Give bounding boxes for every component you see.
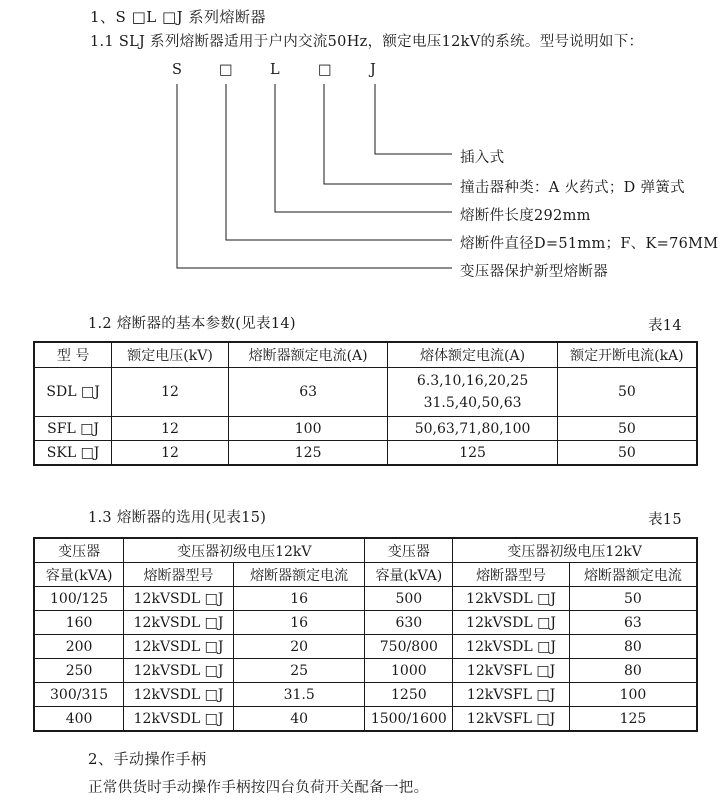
table-header: 容量(kVA) [365,563,453,587]
table-14-label: 表14 [648,318,682,334]
table-header: 熔断器额定电流 [569,563,697,587]
table-row [34,635,697,659]
model-note-purpose: 变压器保护新型熔断器 [460,264,608,280]
table-cell: 12kVSDL □J [453,635,570,659]
table-row [34,417,697,441]
table-15-header-row-sub [34,563,697,587]
table-cell: 1250 [365,683,453,707]
table-cell: 12kVSFL □J [453,659,570,683]
table-cell: 125 [228,441,388,466]
table-row [34,368,697,417]
table-header: 熔断器额定电流 [233,563,365,587]
section-1-2-heading: 1.2 熔断器的基本参数(见表14) [88,316,296,332]
model-letter-l: L [270,62,280,78]
section-2-heading: 2、手动操作手柄 [88,750,207,768]
table-cell: 12kVSDL □J [124,659,234,683]
table-cell: 80 [569,635,697,659]
table-cell: 16 [233,611,365,635]
table-cell: 500 [365,587,453,611]
table-cell: 100/125 [34,587,124,611]
table-row [34,659,697,683]
model-note-insert: 插入式 [460,150,505,166]
model-letter-s: S [172,62,183,78]
table-cell: 16 [233,587,365,611]
table-cell: 12kVSDL □J [124,587,234,611]
table-cell: 12kVSDL □J [124,611,234,635]
table-row [34,707,697,732]
table-cell: 250 [34,659,124,683]
section-1-intro: 1.1 SLJ 系列熔断器适用于户内交流50Hz，额定电压12kV的系统。型号说明如下： [90,34,644,50]
table-cell: 12 [112,368,229,417]
table-header: 容量(kVA) [34,563,124,587]
table-cell: 31.5 [233,683,365,707]
table-row [34,611,697,635]
table-cell: 12kVSDL □J [453,587,570,611]
table-cell: 50 [569,587,697,611]
table-cell: 50 [557,368,697,417]
table-cell: 750/800 [365,635,453,659]
table-cell: 160 [34,611,124,635]
table-row [34,587,697,611]
table-header: 变压器初级电压12kV [124,538,365,563]
model-note-striker: 撞击器种类：A 火药式；D 弹簧式 [460,180,685,196]
model-note-diameter: 熔断件直径D=51mm；F、K=76MM [460,236,719,252]
table-15 [33,537,698,732]
table-cell: 25 [233,659,365,683]
table-cell: 50 [557,417,697,441]
table-cell: 400 [34,707,124,732]
table-header: 变压器初级电压12kV [453,538,697,563]
model-letter-box1: □ [219,62,233,78]
section-1-heading: 1、S □L □J 系列熔断器 [90,8,266,26]
table-header: 熔断器型号 [453,563,570,587]
table-cell: 125 [569,707,697,732]
table-cell: 200 [34,635,124,659]
table-cell: 12kVSDL □J [124,635,234,659]
table-cell: 12kVSDL □J [124,707,234,732]
table-14-header-row [34,342,697,368]
table-cell-line: 31.5,40,50,63 [423,395,522,411]
table-cell: 50 [557,441,697,466]
section-2-body: 正常供货时手动操作手柄按四台负荷开关配备一把。 [88,780,429,796]
table-15-header-row-top [34,538,697,563]
table-cell: 12kVSDL □J [453,611,570,635]
table-cell: 125 [388,441,557,466]
table-cell: 630 [365,611,453,635]
table-cell: 50,63,71,80,100 [388,417,557,441]
table-cell: SDL □J [34,368,112,417]
table-header: 型 号 [34,342,112,368]
table-cell: 12kVSFL □J [453,707,570,732]
table-header: 额定开断电流(kA) [557,342,697,368]
table-cell: 12 [112,417,229,441]
table-header: 变压器 [365,538,453,563]
table-header: 额定电压(kV) [112,342,229,368]
table-cell: 80 [569,659,697,683]
table-row [34,441,697,466]
table-cell-line: 6.3,10,16,20,25 [416,373,529,389]
table-cell: 1000 [365,659,453,683]
model-letter-box2: □ [318,62,332,78]
table-cell: 100 [228,417,388,441]
table-header: 熔断器型号 [124,563,234,587]
section-1-3-heading: 1.3 熔断器的选用(见表15) [88,510,267,526]
table-14 [33,341,698,466]
table-cell: 12 [112,441,229,466]
table-cell: 1500/1600 [365,707,453,732]
table-cell: 300/315 [34,683,124,707]
table-cell: 40 [233,707,365,732]
table-cell [388,368,557,417]
table-cell: 63 [569,611,697,635]
model-letter-j: J [370,62,377,78]
table-header: 熔体额定电流(A) [388,342,557,368]
table-header: 熔断器额定电流(A) [228,342,388,368]
table-cell: 12kVSFL □J [453,683,570,707]
table-cell: 63 [228,368,388,417]
table-cell: 12kVSDL □J [124,683,234,707]
table-cell: 20 [233,635,365,659]
table-cell: SFL □J [34,417,112,441]
table-header: 变压器 [34,538,124,563]
model-note-length: 熔断件长度292mm [460,208,591,224]
table-cell: 100 [569,683,697,707]
table-15-label: 表15 [648,512,682,528]
table-row [34,683,697,707]
table-cell: SKL □J [34,441,112,466]
